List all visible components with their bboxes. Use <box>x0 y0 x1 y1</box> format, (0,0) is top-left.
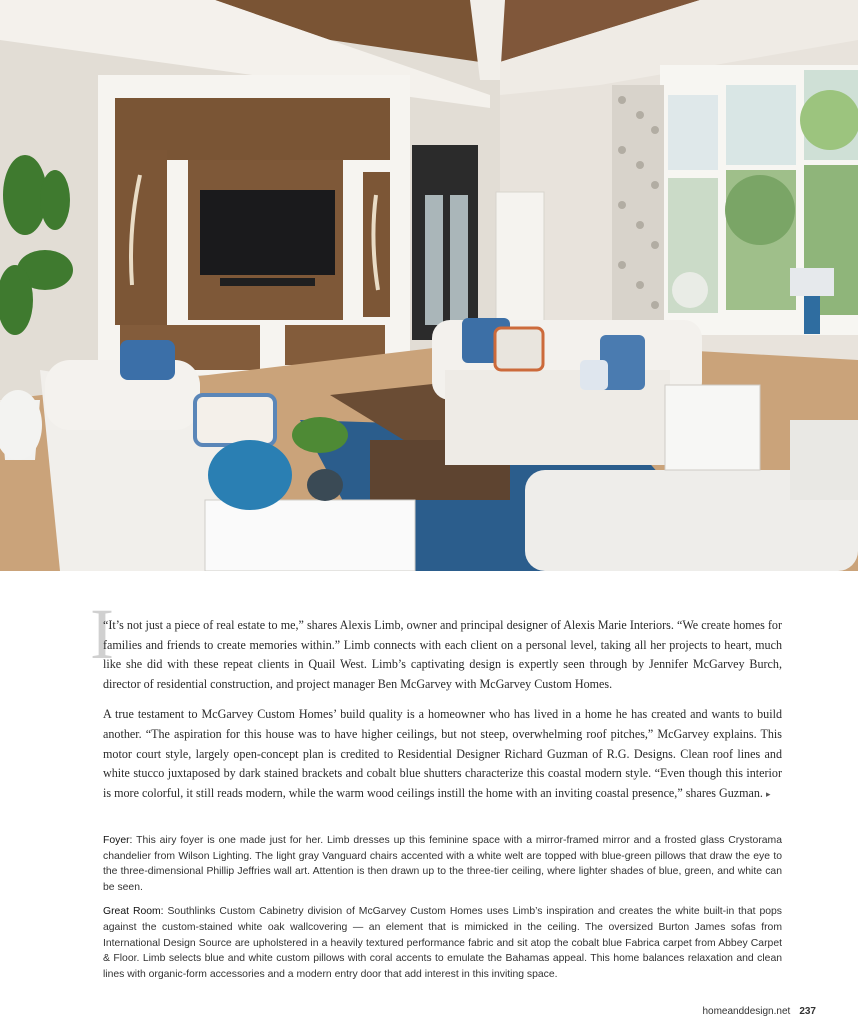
continue-arrow-icon: ▸ <box>766 788 771 799</box>
caption-label: Great Room: <box>103 906 164 918</box>
photo-captions <box>103 833 782 982</box>
page-number: 237 <box>799 1006 816 1017</box>
article-paragraph-text: A true testament to McGarvey Custom Homes’ build quality is a homeowner who has lived in a home he has created and wants to build another. “The aspiration for this house was to have higher ceilings, but not steep, overwhelming roof pitches,” McGarvey explains. This motor court style, largely open-concept plan is credited to Residential Designer Richard Guzman of R.G. Designs. Clean roof lines and white stucco juxtaposed by dark stained brackets and cobalt blue shutters characterize this coastal modern style. “Even though this interior is more colorful, it still reads modern, while the warm wood ceilings instill the home with an inviting coastal presence,” shares Guzman. <box>103 707 782 800</box>
article-body <box>103 616 782 804</box>
drop-cap: I <box>90 594 114 674</box>
article-paragraph: “It’s not just a piece of real estate to me,” shares Alexis Limb, owner and principal designer of Alexis Marie Interiors. “We create homes for families and friends to create memories within.” Limb connects with each client on a personal level, taking all her projects to heart, much like she did with these repeat clients in Quail West. Limb’s captivating design is expertly seen through by Jennifer McGarvey Burch, director of residential construction, and project manager Ben McGarvey with McGarvey Custom Homes. <box>103 618 782 691</box>
footer-website: homeanddesign.net <box>702 1006 791 1017</box>
caption-foyer <box>103 833 782 895</box>
page-footer <box>702 1006 816 1017</box>
caption-text: This airy foyer is one made just for her. Limb dresses up this feminine space with a mirror-framed mirror and a frosted glass Crystorama chandelier from Wilson Lighting. The light gray Vanguard chairs accented with a white welt are topped with blue-green pillows that draw the eye to the three-dimensional Phillip Jeffries wall art. Attention is then drawn up to the three-tier ceiling, where lighter shades of blue, green, and white can be seen. <box>103 835 782 893</box>
caption-label: Foyer: <box>103 835 133 846</box>
caption-text: Southlinks Custom Cabinetry division of McGarvey Custom Homes uses Limb’s inspiration and creates the white built-in that pops against the custom-stained white oak wallcovering — an element that is mimicked in the ceiling. The oversized Burton James sofas from International Design Source are upholstered in a heavily textured performance fabric and sit atop the cobalt blue Fabrica carpet from Abbey Carpet & Floor. Limb selects blue and white custom pillows with coral accents to emulate the Bahamas appeal. This home balances relaxation and clean lines with organic-form accessories and a modern entry door that add interest in this inviting space. <box>103 906 782 980</box>
article-paragraph <box>103 705 782 804</box>
caption-great-room <box>103 904 782 982</box>
